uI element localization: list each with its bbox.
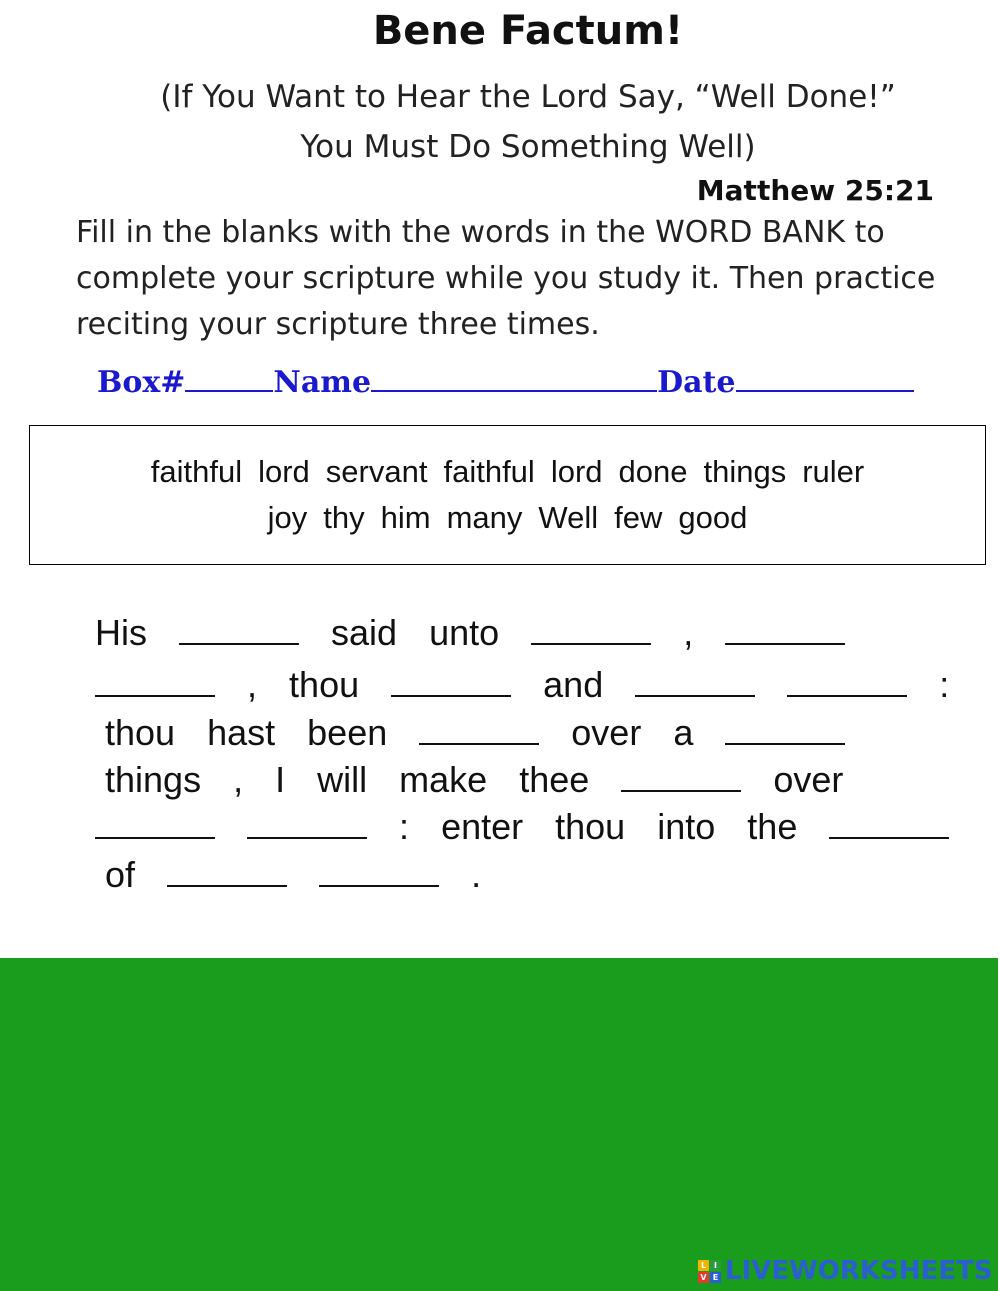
- passage-word: thou: [289, 664, 360, 705]
- answer-blank[interactable]: [95, 807, 215, 839]
- page-title: Bene Factum!: [372, 8, 684, 54]
- logo-letter: V: [698, 1272, 709, 1283]
- answer-blank[interactable]: [829, 807, 949, 839]
- logo-icon: [698, 1260, 721, 1283]
- passage-word: into: [657, 806, 716, 847]
- scripture-reference: Matthew 25:21: [696, 174, 934, 207]
- bank-word[interactable]: few: [614, 500, 663, 535]
- bank-word[interactable]: servant: [325, 454, 428, 489]
- passage-word: been: [307, 712, 388, 753]
- answer-blank[interactable]: [621, 760, 741, 792]
- logo-text: LIVEWORKSHEETS: [725, 1256, 993, 1286]
- bank-word[interactable]: many: [446, 500, 523, 535]
- passage-line-3: [105, 712, 867, 754]
- passage-word: ,: [683, 612, 694, 653]
- passage-word: ,: [247, 664, 258, 705]
- liveworksheets-logo: [698, 1256, 993, 1286]
- passage-word: thou: [105, 712, 176, 753]
- logo-letter: E: [710, 1272, 721, 1283]
- bank-word[interactable]: joy: [267, 500, 308, 535]
- answer-blank[interactable]: [419, 713, 539, 745]
- answer-blank[interactable]: [179, 613, 299, 645]
- passage-word: ,: [233, 759, 244, 800]
- passage-word: over: [773, 759, 844, 800]
- word-bank-row-1: [30, 454, 985, 490]
- answer-blank[interactable]: [95, 665, 215, 697]
- passage-word: I: [275, 759, 286, 800]
- subtitle: [0, 72, 1000, 172]
- date-label: Date: [657, 365, 736, 400]
- answer-blank[interactable]: [531, 613, 651, 645]
- answer-blank[interactable]: [391, 665, 511, 697]
- date-blank[interactable]: [736, 362, 914, 392]
- bank-word[interactable]: lord: [550, 454, 603, 489]
- bank-word[interactable]: faithful: [443, 454, 535, 489]
- passage-word: make: [399, 759, 488, 800]
- green-panel: [0, 958, 998, 1291]
- passage-word: and: [543, 664, 604, 705]
- passage-word: will: [317, 759, 368, 800]
- answer-blank[interactable]: [247, 807, 367, 839]
- answer-blank[interactable]: [167, 855, 287, 887]
- box-label: Box#: [97, 365, 186, 400]
- answer-blank[interactable]: [635, 665, 755, 697]
- passage-line-4: [105, 759, 865, 801]
- bank-word[interactable]: good: [678, 500, 748, 535]
- bank-word[interactable]: thy: [323, 500, 365, 535]
- answer-blank[interactable]: [787, 665, 907, 697]
- passage-word: thee: [519, 759, 590, 800]
- passage-word: said: [331, 612, 398, 653]
- passage-word: over: [571, 712, 642, 753]
- passage-line-6: [105, 854, 503, 896]
- passage-word: thou: [555, 806, 626, 847]
- bank-word[interactable]: faithful: [150, 454, 243, 489]
- passage-line-2: [95, 664, 971, 706]
- passage-word: :: [399, 806, 410, 847]
- passage-word: of: [105, 854, 136, 895]
- passage-word: hast: [207, 712, 276, 753]
- passage-word: the: [747, 806, 798, 847]
- passage-word: His: [95, 612, 147, 653]
- answer-blank[interactable]: [319, 855, 439, 887]
- passage-word: a: [673, 712, 694, 753]
- bank-word[interactable]: things: [703, 454, 787, 489]
- subtitle-line-2: You Must Do Something Well): [300, 129, 756, 165]
- instructions-text: Fill in the blanks with the words in the WORD BANK to complete your scripture while you study it. Then practice reciting your scripture three times.: [76, 215, 936, 342]
- passage-word: :: [939, 664, 950, 705]
- answer-blank[interactable]: [725, 713, 845, 745]
- passage-line-1: [95, 612, 867, 654]
- logo-letter: L: [698, 1260, 709, 1271]
- passage-word: things: [105, 759, 202, 800]
- bank-word[interactable]: done: [618, 454, 688, 489]
- box-blank[interactable]: [185, 362, 273, 392]
- passage-word: unto: [429, 612, 500, 653]
- student-fields: [97, 362, 914, 400]
- word-bank-row-2: [30, 500, 985, 536]
- logo-letter: I: [710, 1260, 721, 1271]
- name-blank[interactable]: [371, 362, 657, 392]
- bank-word[interactable]: ruler: [802, 454, 865, 489]
- passage-line-5: [95, 806, 971, 848]
- passage-word: .: [471, 854, 482, 895]
- answer-blank[interactable]: [725, 613, 845, 645]
- bank-word[interactable]: Well: [538, 500, 599, 535]
- word-bank: [29, 425, 986, 565]
- subtitle-line-1: (If You Want to Hear the Lord Say, “Well Done!”: [160, 79, 896, 115]
- bank-word[interactable]: him: [380, 500, 431, 535]
- name-label: Name: [273, 365, 372, 400]
- passage-word: enter: [441, 806, 524, 847]
- bank-word[interactable]: lord: [258, 454, 310, 489]
